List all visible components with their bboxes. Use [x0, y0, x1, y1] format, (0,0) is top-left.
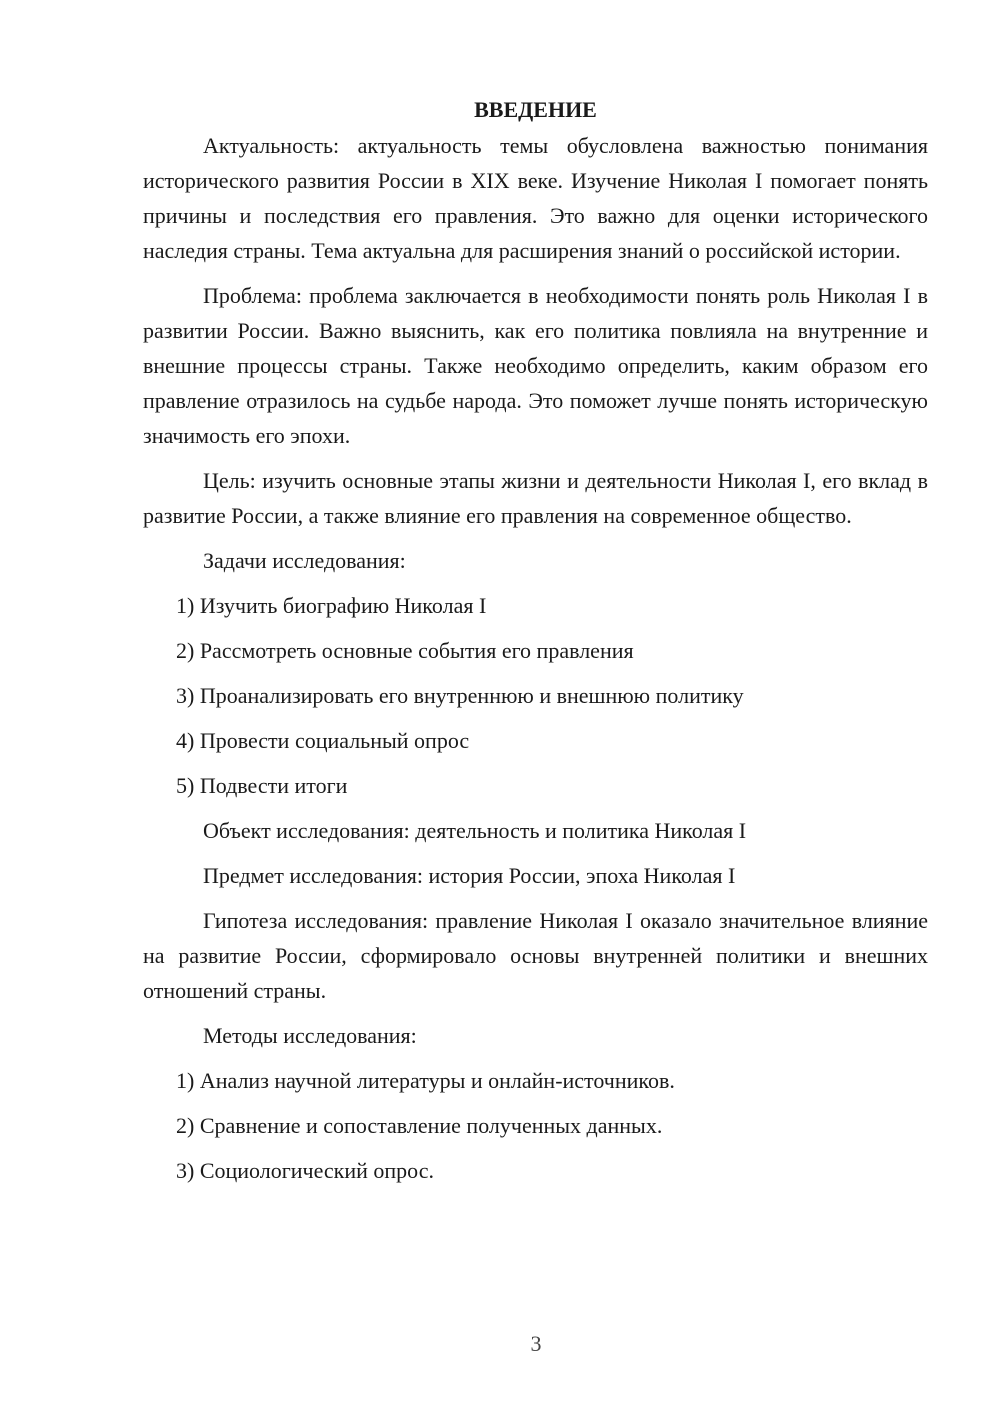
section-heading: ВВЕДЕНИЕ [474, 97, 597, 122]
list-item: 3) Проанализировать его внутреннюю и внешнюю политику [176, 683, 744, 708]
tasks-heading: Задачи исследования: [203, 548, 406, 573]
goal-paragraph: Цель: изучить основные этапы жизни и деятельности Николая I, его вклад в развитие России, а также влияние его правления на современное общество. [143, 468, 928, 528]
tasks-list [143, 588, 928, 803]
list-item: 1) Изучить биографию Николая I [176, 593, 487, 618]
subject-paragraph: Предмет исследования: история России, эпоха Николая I [203, 863, 736, 888]
page-number: 3 [530, 1331, 542, 1356]
methods-heading: Методы исследования: [203, 1023, 417, 1048]
list-item: 3) Социологический опрос. [176, 1158, 434, 1183]
list-item: 2) Рассмотреть основные события его правления [176, 638, 634, 663]
document-page [143, 92, 928, 1198]
list-item: 2) Сравнение и сопоставление полученных данных. [176, 1113, 663, 1138]
hypothesis-paragraph: Гипотеза исследования: правление Николая I оказало значительное влияние на развитие России, сформировало основы внутренней политики и внешних отношений страны. [143, 908, 928, 1003]
list-item: 1) Анализ научной литературы и онлайн-источников. [176, 1068, 675, 1093]
object-paragraph: Объект исследования: деятельность и политика Николая I [203, 818, 747, 843]
problem-paragraph: Проблема: проблема заключается в необходимости понять роль Николая I в развитии России. Важно выяснить, как его политика повлияла на внутренние и внешние процессы страны. Также необходимо определить, каким образом его правление отразилось на судьбе народа. Это поможет лучше понять историческую значимость его эпохи. [143, 283, 928, 448]
list-item: 5) Подвести итоги [176, 773, 348, 798]
methods-list [143, 1063, 928, 1188]
list-item: 4) Провести социальный опрос [176, 728, 470, 753]
relevance-paragraph: Актуальность: актуальность темы обусловлена важностью понимания исторического развития России в XIX веке. Изучение Николая I помогает понять причины и последствия его правления. Это важно для оценки исторического наследия страны. Тема актуальна для расширения знаний о российской истории. [143, 133, 928, 263]
